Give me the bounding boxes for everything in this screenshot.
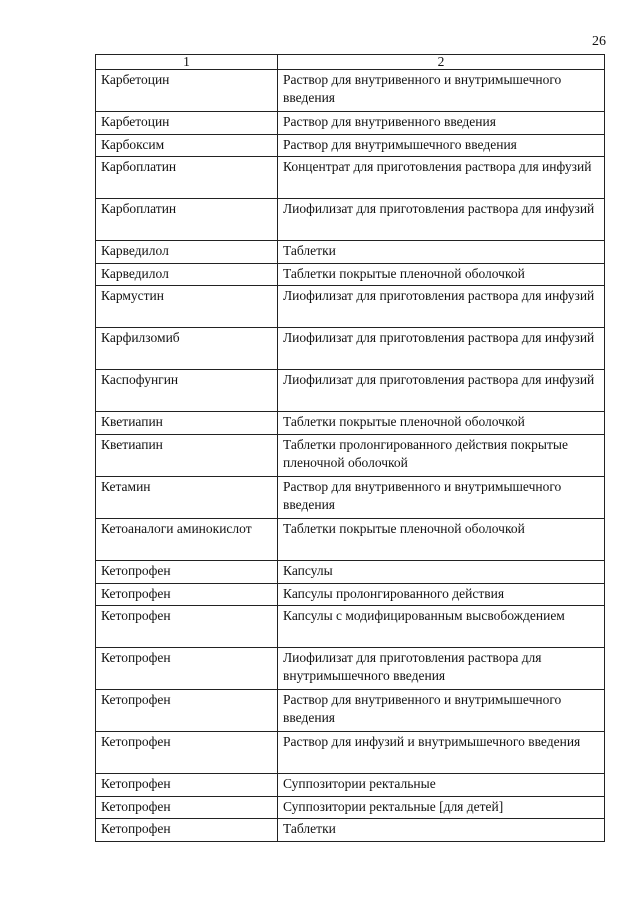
dosage-form-cell: Таблетки — [278, 241, 605, 264]
drug-name-cell: Кетопрофен — [96, 774, 278, 797]
dosage-form-cell: Раствор для внутривенного и внутримышечного введения — [278, 70, 605, 112]
table-row — [96, 819, 605, 842]
table-row — [96, 690, 605, 732]
table-row — [96, 199, 605, 241]
drug-name-cell: Кетоаналоги аминокислот — [96, 518, 278, 560]
table-row — [96, 328, 605, 370]
table-row — [96, 560, 605, 583]
dosage-form-cell: Раствор для внутривенного и внутримышечного введения — [278, 476, 605, 518]
table-row — [96, 774, 605, 797]
table-row — [96, 157, 605, 199]
drug-name-cell: Кетамин — [96, 476, 278, 518]
drug-name-cell: Карфилзомиб — [96, 328, 278, 370]
drug-name-cell: Карбетоцин — [96, 112, 278, 135]
dosage-form-cell: Таблетки пролонгированного действия покрытые пленочной оболочкой — [278, 434, 605, 476]
table-row — [96, 434, 605, 476]
dosage-form-cell: Таблетки покрытые пленочной оболочкой — [278, 412, 605, 435]
drug-name-cell: Карбоксим — [96, 134, 278, 157]
table-row — [96, 796, 605, 819]
dosage-form-cell: Раствор для внутривенного введения — [278, 112, 605, 135]
table-row — [96, 241, 605, 264]
dosage-form-cell: Суппозитории ректальные [для детей] — [278, 796, 605, 819]
table-body — [96, 70, 605, 842]
dosage-form-cell: Концентрат для приготовления раствора для инфузий — [278, 157, 605, 199]
dosage-form-cell: Раствор для внутримышечного введения — [278, 134, 605, 157]
dosage-form-cell: Лиофилизат для приготовления раствора для внутримышечного введения — [278, 648, 605, 690]
drug-name-cell: Кетопрофен — [96, 690, 278, 732]
table-row — [96, 263, 605, 286]
dosage-form-cell: Капсулы пролонгированного действия — [278, 583, 605, 606]
table-row — [96, 476, 605, 518]
drug-name-cell: Карведилол — [96, 263, 278, 286]
drug-name-cell: Кармустин — [96, 286, 278, 328]
drug-name-cell: Кетопрофен — [96, 732, 278, 774]
column-header-1: 1 — [96, 55, 278, 70]
drug-name-cell: Каспофунгин — [96, 370, 278, 412]
drug-name-cell: Кветиапин — [96, 412, 278, 435]
dosage-form-cell: Раствор для инфузий и внутримышечного введения — [278, 732, 605, 774]
table-row — [96, 112, 605, 135]
drug-name-cell: Кетопрофен — [96, 796, 278, 819]
dosage-form-cell: Раствор для внутривенного и внутримышечного введения — [278, 690, 605, 732]
table-row — [96, 583, 605, 606]
drug-name-cell: Кетопрофен — [96, 606, 278, 648]
dosage-form-cell: Таблетки покрытые пленочной оболочкой — [278, 263, 605, 286]
dosage-form-cell: Лиофилизат для приготовления раствора для инфузий — [278, 286, 605, 328]
table-row — [96, 370, 605, 412]
drug-name-cell: Кетопрофен — [96, 819, 278, 842]
dosage-form-cell: Лиофилизат для приготовления раствора для инфузий — [278, 328, 605, 370]
column-header-2: 2 — [278, 55, 605, 70]
dosage-form-cell: Капсулы с модифицированным высвобождением — [278, 606, 605, 648]
drug-name-cell: Кетопрофен — [96, 648, 278, 690]
table-row — [96, 70, 605, 112]
drug-forms-table — [95, 54, 605, 842]
table-row — [96, 648, 605, 690]
dosage-form-cell: Лиофилизат для приготовления раствора для инфузий — [278, 370, 605, 412]
drug-name-cell: Карбетоцин — [96, 70, 278, 112]
drug-name-cell: Кетопрофен — [96, 560, 278, 583]
table-row — [96, 732, 605, 774]
table-row — [96, 606, 605, 648]
table-row — [96, 134, 605, 157]
drug-name-cell: Кетопрофен — [96, 583, 278, 606]
table-row — [96, 518, 605, 560]
drug-name-cell: Карбоплатин — [96, 199, 278, 241]
dosage-form-cell: Таблетки — [278, 819, 605, 842]
table-header-row — [96, 55, 605, 70]
dosage-form-cell: Лиофилизат для приготовления раствора для инфузий — [278, 199, 605, 241]
dosage-form-cell: Таблетки покрытые пленочной оболочкой — [278, 518, 605, 560]
table-row — [96, 286, 605, 328]
dosage-form-cell: Капсулы — [278, 560, 605, 583]
drug-name-cell: Карведилол — [96, 241, 278, 264]
drug-name-cell: Карбоплатин — [96, 157, 278, 199]
dosage-form-cell: Суппозитории ректальные — [278, 774, 605, 797]
drug-name-cell: Кветиапин — [96, 434, 278, 476]
table-row — [96, 412, 605, 435]
page-number: 26 — [592, 34, 606, 49]
